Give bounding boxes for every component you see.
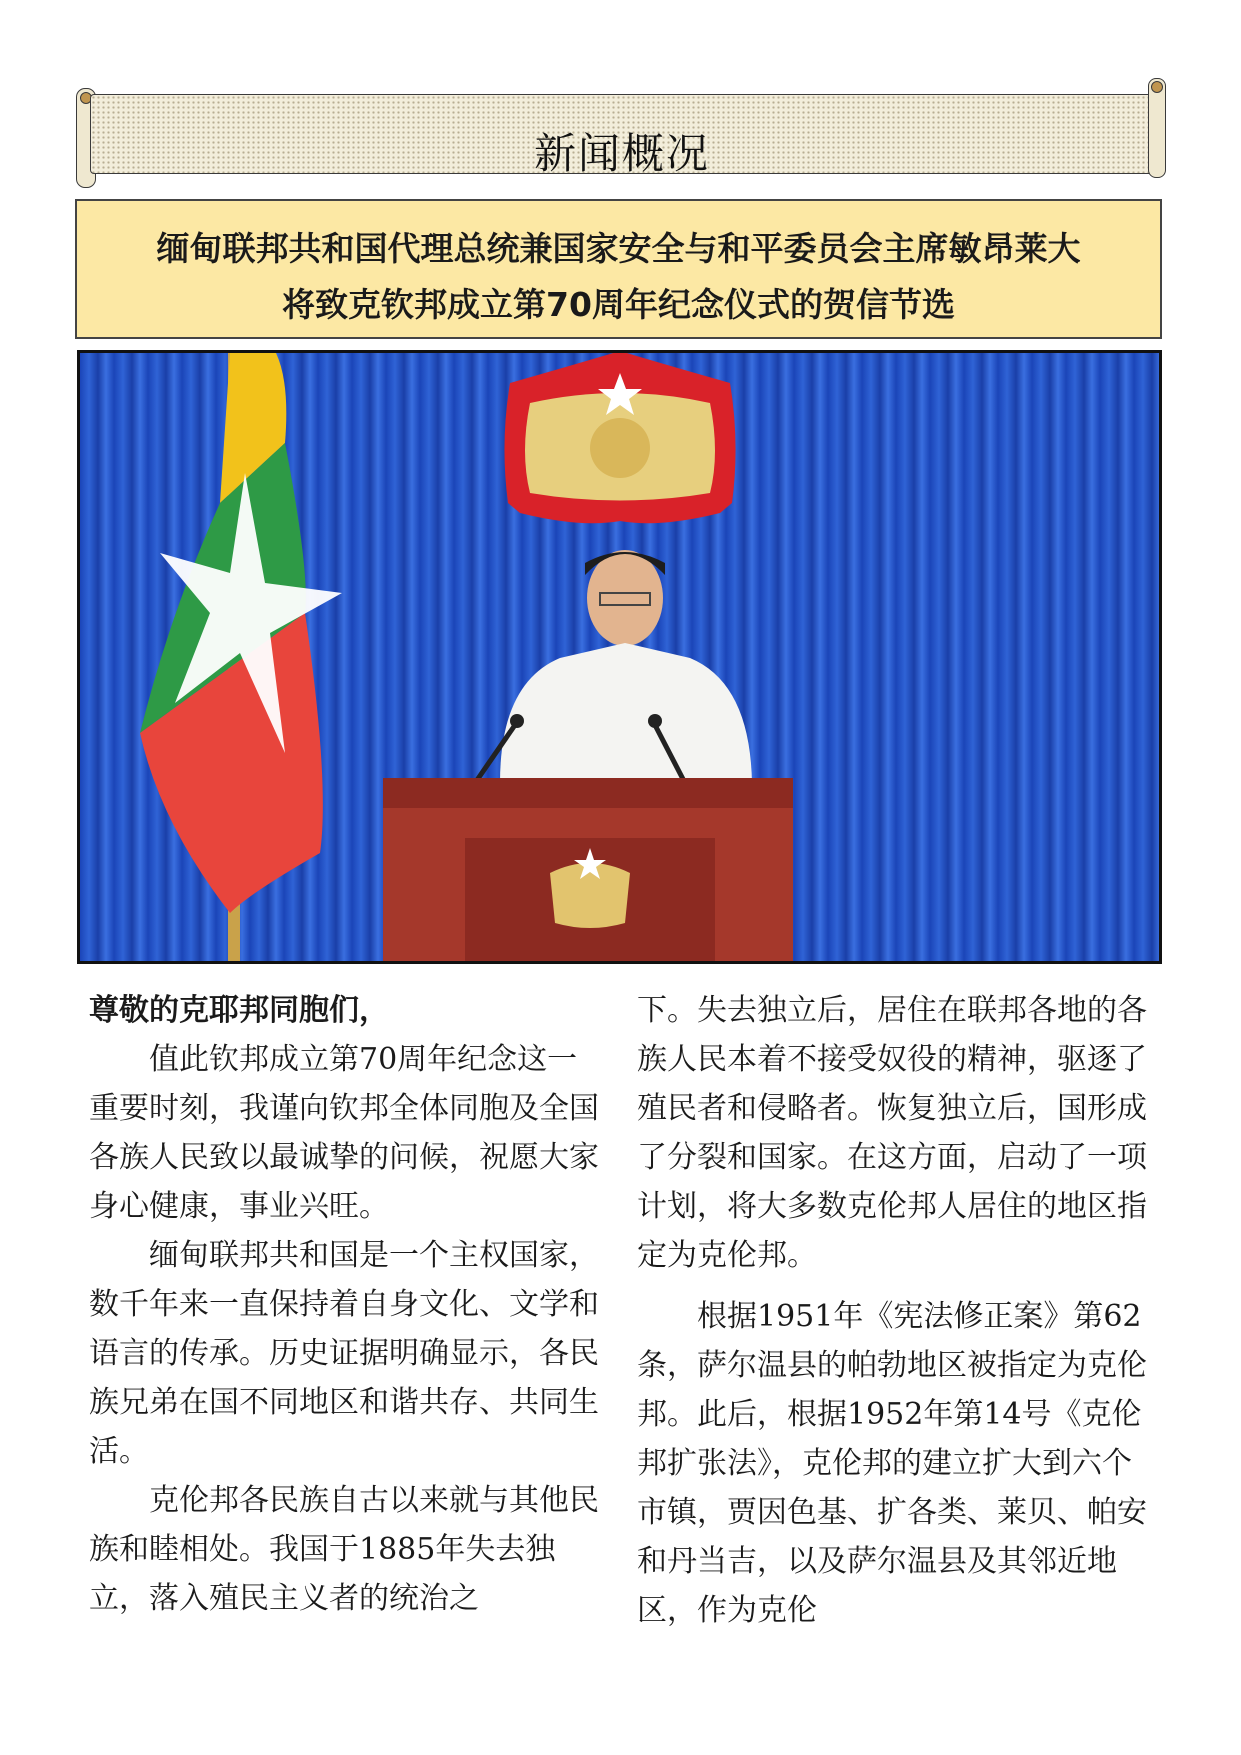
article-column-left	[89, 986, 599, 1623]
article-paragraph: 值此钦邦成立第70周年纪念这一重要时刻，我谨向钦邦全体同胞及全国各族人民致以最诚挚的问候，祝愿大家身心健康，事业兴旺。	[89, 1042, 599, 1224]
headline-line-2: 将致克钦邦成立第70周年纪念仪式的贺信节选	[282, 285, 955, 324]
article-headline	[75, 199, 1162, 339]
section-title: 新闻概况	[533, 129, 710, 178]
article-salutation: 尊敬的克耶邦同胞们，	[89, 993, 389, 1028]
article-column-right	[637, 986, 1147, 1635]
state-seal-icon	[504, 353, 735, 523]
photo-illustration	[80, 353, 1159, 961]
speaker-figure	[500, 550, 752, 783]
lectern-emblem-icon	[550, 863, 630, 928]
article-paragraph: 缅甸联邦共和国是一个主权国家，数千年来一直保持着自身文化、文学和语言的传承。历史证据明确显示，各民族兄弟在国不同地区和谐共存、共同生活。	[89, 1238, 599, 1469]
myanmar-flag-icon	[140, 353, 342, 913]
article-paragraph: 克伦邦各民族自古以来就与其他民族和睦相处。我国于1885年失去独立，落入殖民主义者的统治之	[89, 1483, 599, 1616]
article-paragraph: 下。失去独立后，居住在联邦各地的各族人民本着不接受奴役的精神，驱逐了殖民者和侵略者。恢复独立后，国形成了分裂和国家。在这方面，启动了一项计划，将大多数克伦邦人居住的地区指定为克伦邦。	[637, 993, 1147, 1273]
article-photo	[77, 350, 1162, 964]
headline-line-1: 缅甸联邦共和国代理总统兼国家安全与和平委员会主席敏昂莱大	[156, 229, 1081, 268]
section-banner	[76, 88, 1166, 178]
scroll-body	[90, 94, 1154, 178]
article-paragraph: 根据1951年《宪法修正案》第62条，萨尔温县的帕勃地区被指定为克伦邦。此后，根据1952年第14号《克伦邦扩张法》，克伦邦的建立扩大到六个市镇，贾因色基、扩各类、莱贝、帕安和丹当吉，以及萨尔温县及其邻近地区，作为克伦	[637, 1299, 1147, 1628]
scroll-curl-right-ornament	[1148, 78, 1166, 178]
scroll-curl-dot	[1151, 81, 1163, 93]
lectern	[383, 778, 793, 961]
